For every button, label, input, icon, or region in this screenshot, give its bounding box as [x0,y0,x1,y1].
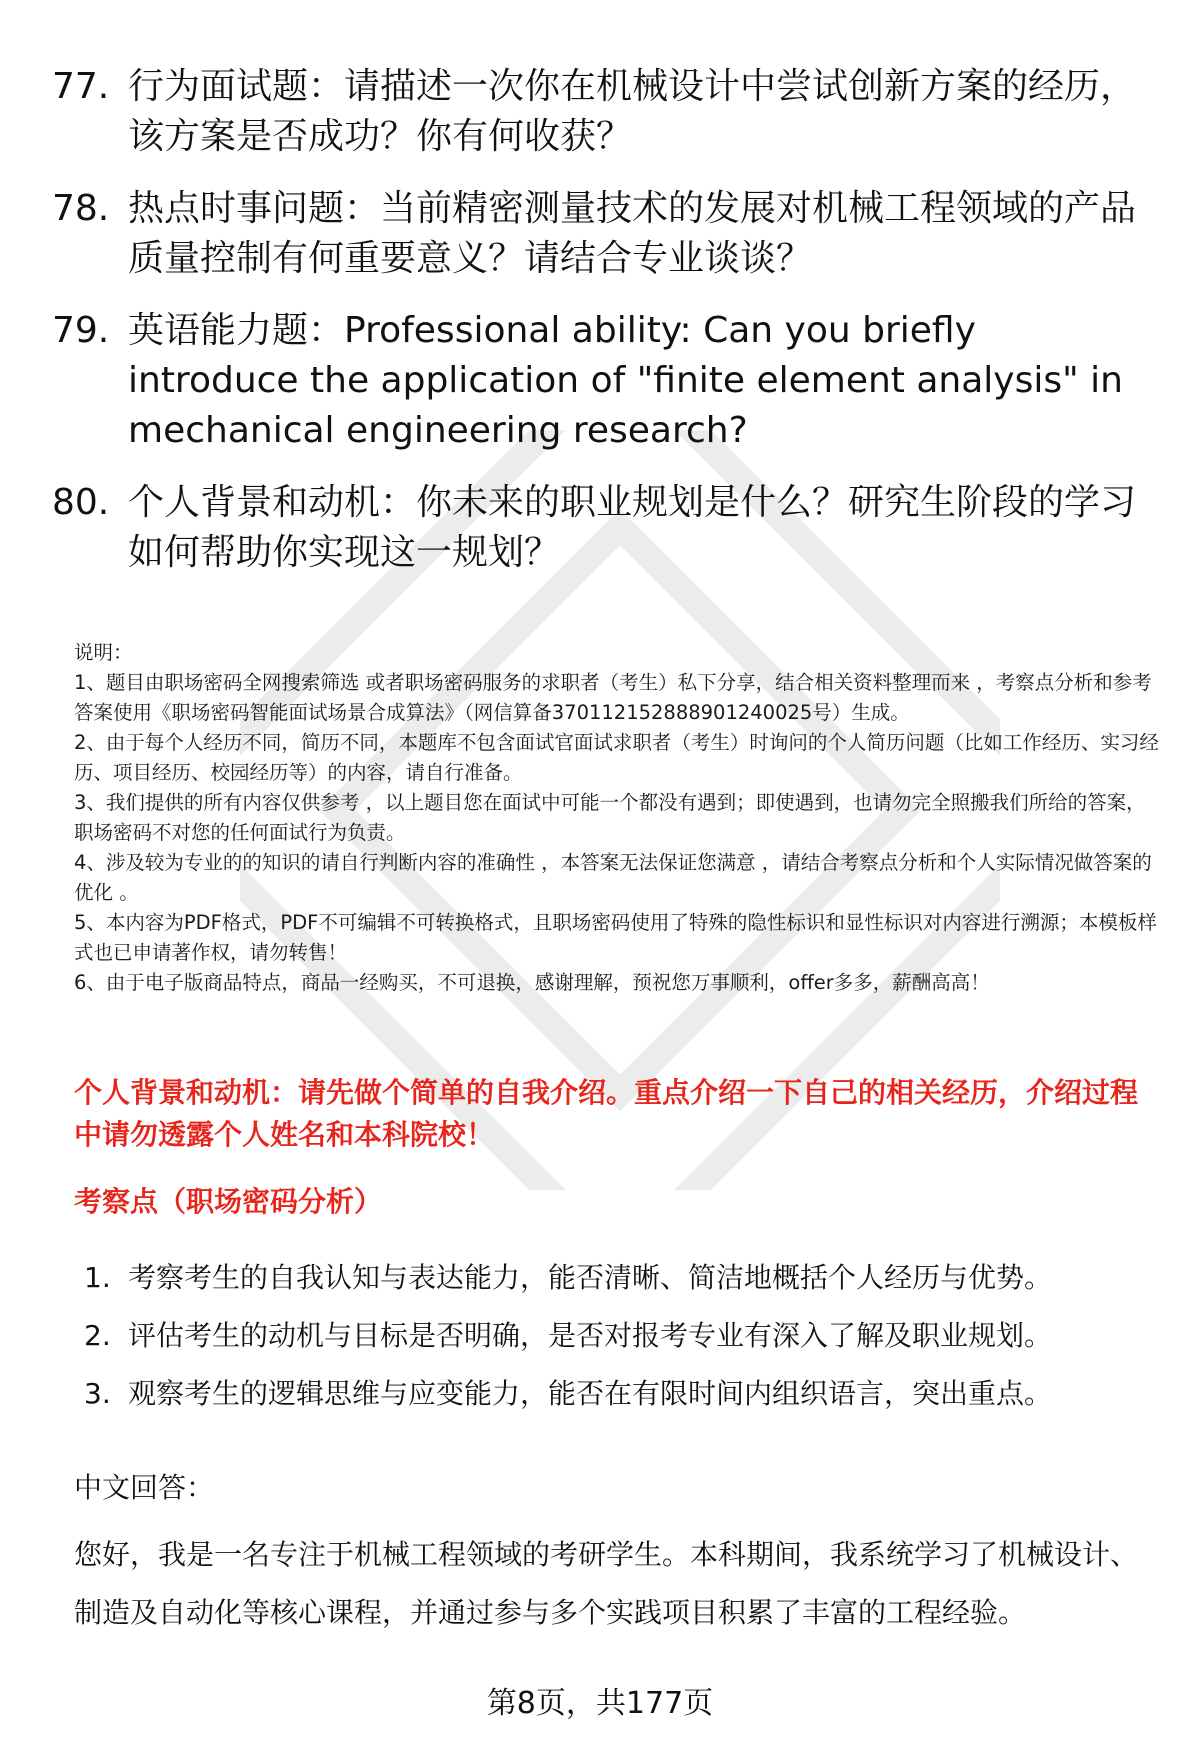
question-item [52,306,1152,456]
note-item: 3、我们提供的所有内容仅供参考 ，以上题目您在面试中可能一个都没有遇到；即使遇到，也请勿完全照搬我们所给的答案，职场密码不对您的任何面试行为负责。 [74,791,1146,844]
question-text: 个人背景和动机：你未来的职业规划是什么？研究生阶段的学习如何帮助你实现这一规划？ [128,482,1137,573]
question-number: 77. [52,66,110,107]
analysis-point [84,1258,1174,1298]
question-number: 78. [52,188,110,229]
note-item: 5、本内容为PDF格式，PDF不可编辑不可转换格式，且职场密码使用了特殊的隐性标识和显性标识对内容进行溯源；本模板样式也已申请著作权，请勿转售！ [74,911,1157,964]
point-number: 2. [84,1319,111,1352]
question-number: 79. [52,310,110,351]
page-footer: 第8页，共177页 [486,1686,714,1721]
analysis-point [84,1316,1174,1356]
question-text: 热点时事问题：当前精密测量技术的发展对机械工程领域的产品质量控制有何重要意义？请结合专业谈谈？ [128,188,1137,279]
note-item: 1、题目由职场密码全网搜索筛选 或者职场密码服务的求职者（考生）私下分享，结合相关资料整理而来 ，考察点分析和参考答案使用《职场密码智能面试场景合成算法》（网信算备370112152888901240025号）生成。 [74,671,1152,724]
question-item [52,478,1152,578]
note-item: 2、由于每个人经历不同，简历不同，本题库不包含面试官面试求职者（考生）时询问的个人简历问题（比如工作经历、实习经历、项目经历、校园经历等）的内容，请自行准备。 [74,731,1159,784]
question-list [52,62,1152,600]
point-text: 考察考生的自我认知与表达能力，能否清晰、简洁地概括个人经历与优势。 [128,1261,1053,1294]
note-item: 6、由于电子版商品特点，商品一经购买，不可退换，感谢理解，预祝您万事顺利，offer多多，薪酬高高！ [74,971,990,994]
analysis-points [84,1258,1174,1432]
note-item: 4、涉及较为专业的的知识的请自行判断内容的准确性 ，本答案无法保证您满意 ，请结合考察点分析和个人实际情况做答案的优化 。 [74,851,1152,904]
question-number: 80. [52,482,110,523]
analysis-title: 考察点（职场密码分析） [74,1185,383,1218]
answer-label: 中文回答： [74,1471,215,1504]
point-text: 评估考生的动机与目标是否明确，是否对报考专业有深入了解及职业规划。 [128,1319,1053,1352]
question-item [52,184,1152,284]
point-text: 观察考生的逻辑思维与应变能力，能否在有限时间内组织语言，突出重点。 [128,1377,1053,1410]
point-number: 1. [84,1261,111,1294]
answer-text: 您好，我是一名专注于机械工程领域的考研学生。本科期间，我系统学习了机械设计、制造及自动化等核心课程，并通过参与多个实践项目积累了丰富的工程经验。 [74,1538,1139,1629]
analysis-point [84,1374,1174,1414]
point-number: 3. [84,1377,111,1410]
current-question-title: 个人背景和动机：请先做个简单的自我介绍。重点介绍一下自己的相关经历，介绍过程中请勿透露个人姓名和本科院校！ [74,1076,1139,1151]
notes-heading: 说明： [74,641,133,664]
question-text: 英语能力题：Professional ability: Can you briefly introduce the application of "finite element analysis" in mechanical engineering research? [128,310,1123,451]
question-item [52,62,1152,162]
disclaimer-notes [74,638,1164,998]
question-text: 行为面试题：请描述一次你在机械设计中尝试创新方案的经历，该方案是否成功？你有何收获？ [128,66,1137,157]
